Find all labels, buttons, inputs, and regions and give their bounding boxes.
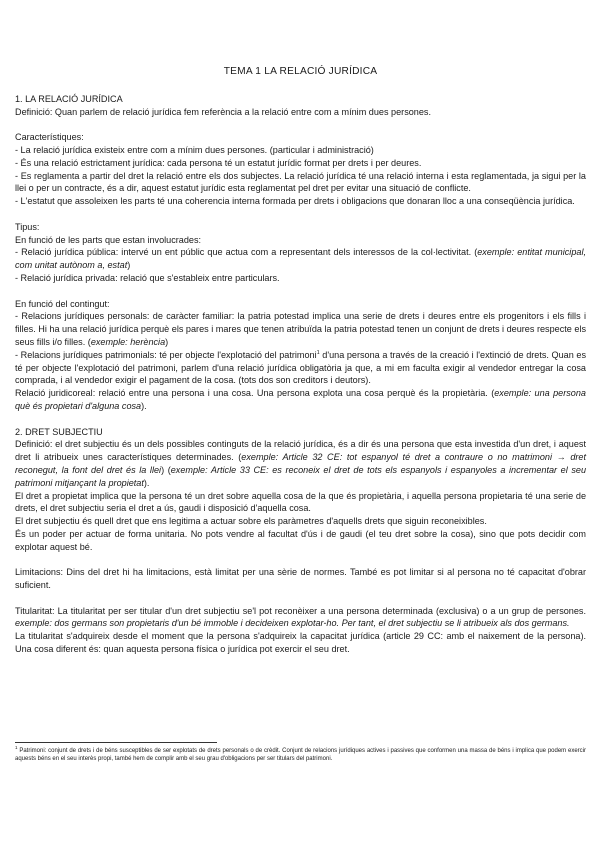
characteristic-item: - L'estatut que assoleixen les parts té una coherencia interna formada per drets i obligacions que donaran lloc a una conseqüència jurídica. <box>15 196 575 207</box>
document-title: TEMA 1 LA RELACIÓ JURÍDICA <box>223 66 378 77</box>
s2-def-example-a: exemple: Article 32 CE: tot espanyol té dret a contraure o no matrimoni → dret reconegut, la font del dret és la llei <box>15 452 586 475</box>
s2-def-close: ). <box>143 477 150 488</box>
characteristics-heading: Característiques: <box>15 132 84 143</box>
s2-def-example-b: exemple: Article 33 CE: es reconeix el dret de tots els espanyols i espanyoles a incrementar el seu patrimoni mitjançant la propietat <box>15 464 587 488</box>
real-relation <box>15 387 586 413</box>
types-by-content: En funció del contingut: <box>15 298 110 309</box>
section-1-definition: Definició: Quan parlem de relació jurídica fem referència a la relació entre com a mínim dues persones. <box>15 106 431 117</box>
s2-def-mid: ) ( <box>161 464 171 475</box>
personal-relations-text: - Relacions jurídiques personals: de caràcter familiar: la patria potestad implica una serie de drets i deures entre els progenitors i els fills i filles. Hi ha una relació jurídica perquè els pares i mares que tenen atribuïda la patria potestad tenen un conjunt de drets i deures respecte els seus fills i/o filles. ( <box>15 311 586 347</box>
titularity-paragraph-2: La titularitat s'adquireix desde el moment que la persona s'adquireix la capacitat jurídica (article 29 CC: amb el naixement de la persona). Una cosa diferent és: quan aquesta persona física o jurídica pot exercir el seu dret. <box>15 631 586 655</box>
s2-paragraph: El dret a propietat implica que la persona té un dret sobre aquella cosa de la que és propietària, i aquella persona propietaria té una serie de drets, el dret subjectiu seria el dret a ús, gaudi i disposició d'aquella cosa. <box>15 490 586 514</box>
public-relation-close: ) <box>127 260 131 271</box>
patrimonial-text-a: - Relacions jurídiques patrimonials: té per objecte l'explotació del patrimoni <box>15 349 317 360</box>
personal-relations-example: exemple: herència <box>90 336 166 347</box>
real-relation-close: ). <box>141 400 147 411</box>
private-relation: - Relació jurídica privada: relació que s'estableix entre particulars. <box>15 272 280 283</box>
limitations-paragraph: Limitacions: Dins del dret hi ha limitacions, està limitat per una sèrie de normes. També es pot limitar si al persona no té capacitat d'obrar suficient. <box>15 567 586 591</box>
types-by-parties: En funció de les parts que estan involucrades: <box>15 234 202 245</box>
characteristic-item: - És una relació estrictament jurídica: cada persona té un estatut jurídic format per drets i per deures. <box>15 157 422 168</box>
patrimonial-relations <box>15 349 586 387</box>
footnote <box>15 747 586 763</box>
footnote-text: Patrimoni: conjunt de drets i de béns susceptibles de ser explotats de drets personals o de crèdit. Conjunt de relacions jurídiques actives i passives que conformen una massa de béns i implica que podem exercir aquests béns en el seu interès propi, també hem de complir amb el seu grau d'obligacions per ser titulars del patrimoni. <box>15 748 586 762</box>
s2-paragraph: El dret subjectiu és quell dret que ens legitima a actuar sobre els paràmetres d'aquells drets que siguin reconeixibles. <box>15 516 487 527</box>
public-relation <box>15 246 586 272</box>
s2-def-text: Definició: el dret subjectiu és un dels possibles continguts de la relació jurídica, és a dir és una persona que esta investida d'un dret, i aquest dret li atribueix unes característiques determinades. ( <box>15 439 586 463</box>
footnote-number: 1 <box>15 745 18 750</box>
titularity-example: exemple: dos germans son propietaris d'un bé immoble i decideixen explotar-ho. Per tant, el dret subjectiu se li atribueix als dos germans. <box>15 618 570 629</box>
section-2-definition <box>15 438 586 489</box>
public-relation-example: exemple: entitat municipal, com unitat autònom a, estat <box>15 247 586 271</box>
footnote-divider <box>15 742 217 743</box>
section-2-heading: 2. DRET SUBJECTIU <box>15 426 103 437</box>
s2-paragraph: És un poder per actuar de forma unitaria. No pots vendre al facultat d'ús i de gaudi (el teu dret sobre la cosa), sino que pots decidir com explotar aquest bé. <box>15 528 586 552</box>
footnote-ref[interactable]: 1 <box>316 349 320 356</box>
section-1-heading: 1. LA RELACIÓ JURÍDICA <box>15 93 123 104</box>
personal-relations <box>15 310 586 348</box>
characteristic-item: - La relació jurídica existeix entre com a mínim dues persones. (particular i administració) <box>15 144 374 155</box>
public-relation-text: - Relació jurídica pública: intervé un ent públic que actua com a representant dels interessos de la col·lectivitat. ( <box>15 247 478 258</box>
document-body <box>15 66 586 656</box>
characteristic-item: - Es reglamenta a partir del dret la relació entre els dos subjectes. La relació jurídica té una relació interna i esta reglamentada, ja sigui per la llei o per un contracte, és a dir, aquest estatut jurídic esta reglamentat pel dret per evitar una situació de conflicte. <box>15 170 586 194</box>
real-relation-example: exemple: una persona què és propietari d'alguna cosa <box>15 388 586 411</box>
personal-relations-close: ) <box>165 336 169 347</box>
real-relation-text: Relació juridicoreal: relació entre una persona i una cosa. Una persona explota una cosa perquè és la propietària. ( <box>15 388 495 399</box>
patrimonial-text-b: d'una persona a través de la creació i l'extinció de drets. Quan es té per objecte l'explotació del patrimoni, parlem d'una relació jurídica obligatòria ja que, a mi em faculta exigir al vendedor entregar la cosa comprada, i al vendedor exigir el pagament de la cosa. (tots dos son creditors i deutors). <box>15 349 586 386</box>
titularity-paragraph <box>15 605 586 631</box>
titularity-text: Titularitat: La titularitat per ser titular d'un dret subjectiu se'l pot reconèixer a una persona determinada (exclusiva) o a un grup de persones. <box>15 605 586 616</box>
types-heading: Tipus: <box>15 221 40 232</box>
